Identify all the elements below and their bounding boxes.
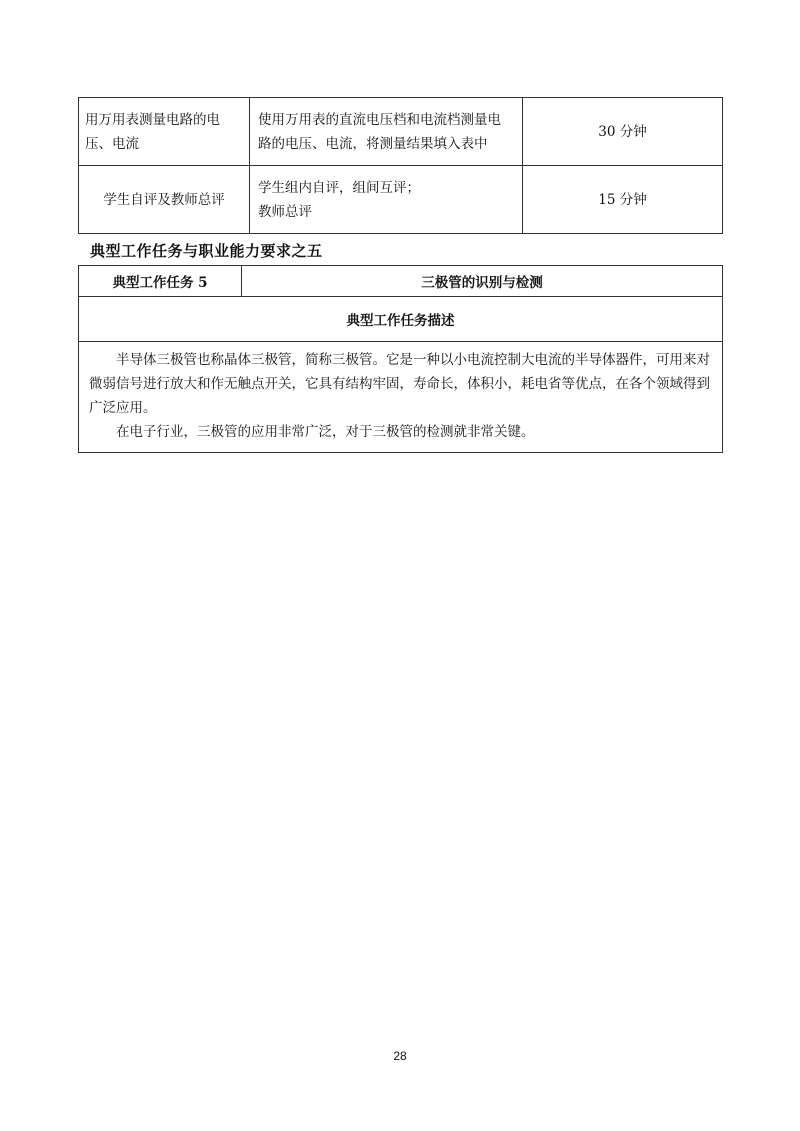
table-row [79, 297, 723, 342]
step-content-cell: 使用万用表的直流电压档和电流档测量电路的电压、电流，将测量结果填入表中 [250, 98, 523, 166]
content-line: 学生组内自评，组间互评； [258, 179, 420, 196]
table-row [79, 166, 723, 234]
step-item-cell: 学生自评及教师总评 [79, 166, 250, 234]
step-time-cell: 15 分钟 [523, 166, 723, 234]
description-title-cell: 典型工作任务描述 [79, 297, 723, 342]
task-description-table [78, 265, 723, 453]
table-row [79, 98, 723, 166]
table-row [79, 342, 723, 453]
step-content-cell [250, 166, 523, 234]
content-line: 教师总评 [258, 203, 312, 220]
table-row [79, 266, 723, 297]
task-name-cell: 三极管的识别与检测 [242, 266, 723, 297]
page-number: 28 [393, 1049, 407, 1063]
section-heading: 典型工作任务与职业能力要求之五 [90, 242, 323, 260]
task-steps-table [78, 97, 723, 234]
step-time-cell: 30 分钟 [523, 98, 723, 166]
description-paragraph: 半导体三极管也称晶体三极管，简称三极管。它是一种以小电流控制大电流的半导体器件，可用来对微弱信号进行放大和作无触点开关，它具有结构牢固，寿命长，体积小，耗电省等优点，在各个领域得到广泛应用。 [89, 352, 710, 416]
description-body-cell [79, 342, 723, 453]
step-item-cell: 用万用表测量电路的电压、电流 [79, 98, 250, 166]
description-paragraph: 在电子行业，三极管的应用非常广泛，对于三极管的检测就非常关键。 [116, 424, 535, 440]
task-label-cell: 典型工作任务 5 [79, 266, 242, 297]
